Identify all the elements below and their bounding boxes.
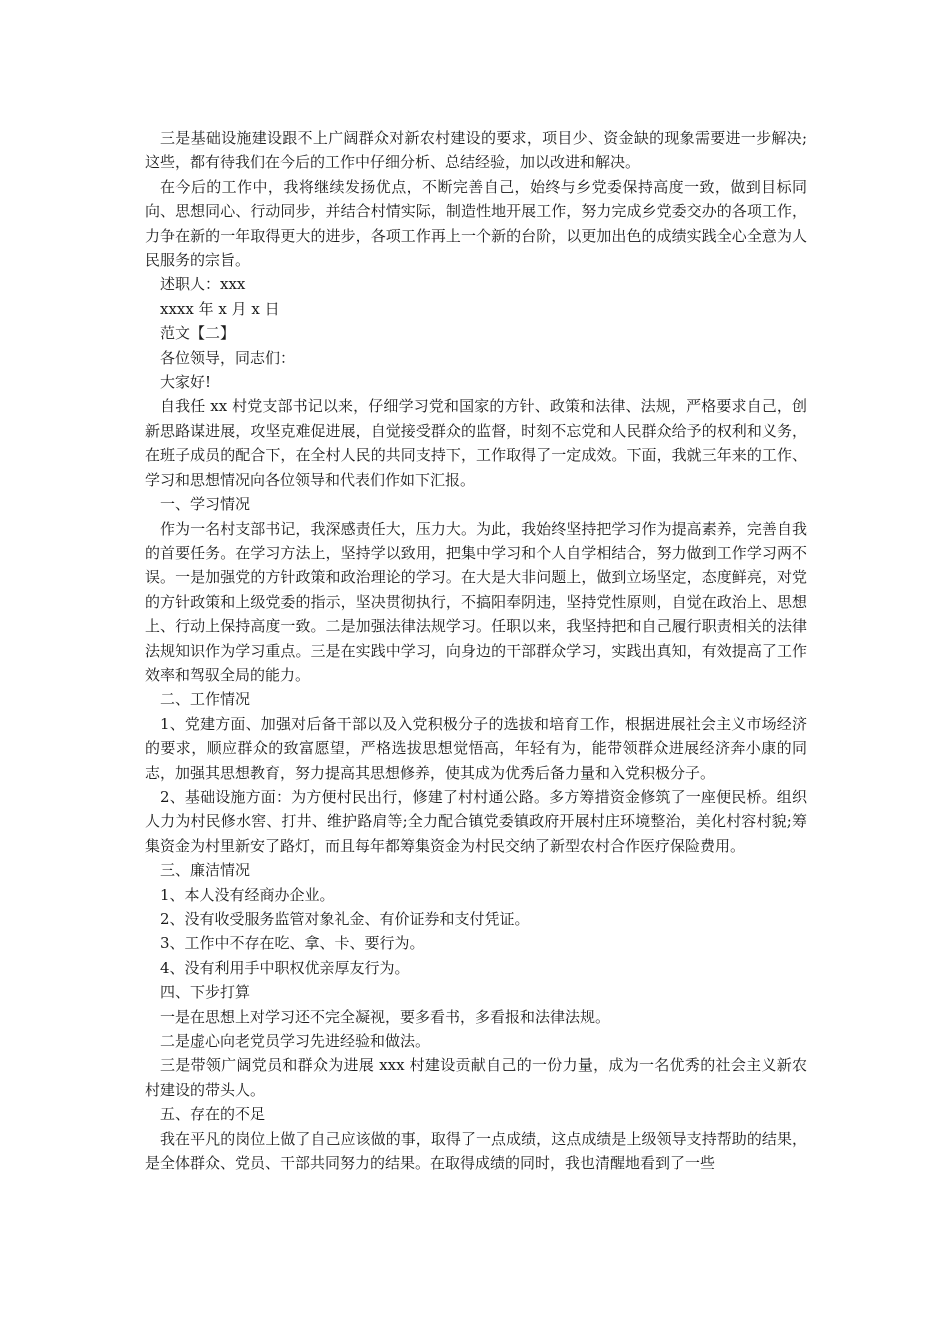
paragraph: 三是带领广阔党员和群众为进展 xxx 村建设贡献自己的一份力量，成为一名优秀的社会主义新农村建设的带头人。 — [145, 1056, 807, 1099]
list-item: 3、工作中不存在吃、拿、卡、要行为。 — [160, 934, 425, 953]
paragraph: 自我任 xx 村党支部书记以来，仔细学习党和国家的方针、政策和法律、法规，严格要求自己，创新思路谋进展，攻坚克难促进展，自觉接受群众的监督，时刻不忘党和人民群众给予的权利和义务，在班子成员的配合下，在全村人民的共同支持下，工作取得了一定成效。下面，我就三年来的工作、学习和思想情况向各位领导和代表们作如下汇报。 — [145, 397, 807, 489]
heading-study: 一、学习情况 — [160, 495, 251, 514]
heading-work: 二、工作情况 — [160, 690, 251, 709]
signature-line: 述职人：xxx — [160, 275, 246, 294]
list-item: 2、没有收受服务监管对象礼金、有价证券和支付凭证。 — [160, 910, 530, 928]
paragraph: 作为一名村支部书记，我深感责任大，压力大。为此，我始终坚持把学习作为提高素养，完善自我的首要任务。在学习方法上，坚持学以致用，把集中学习和个人自学相结合，努力做到工作学习两不误。一是加强党的方针政策和政治理论的学习。在大是大非问题上，做到立场坚定，态度鲜亮，对党的方针政策和上级党委的指示，坚决贯彻执行，不搞阳奉阴违，坚持党性原则，自觉在政治上、思想上、行动上保持高度一致。二是加强法律法规学习。任职以来，我坚持把和自己履行职责相关的法律法规知识作为学习重点。三是在实践中学习，向身边的干部群众学习，实践出真知，有效提高了工作效率和驾驭全局的能力。 — [145, 519, 807, 684]
salutation: 各位领导，同志们： — [160, 348, 296, 367]
paragraph: 1、党建方面、加强对后备干部以及入党积极分子的选拔和培育工作，根据进展社会主义市场经济的要求，顺应群众的致富愿望，严格选拔思想觉悟高，年轻有为，能带领群众进展经济奔小康的同志，加强其思想教育，努力提高其思想修养，使其成为优秀后备力量和入党积极分子。 — [145, 714, 807, 782]
section-title: 范文【二】 — [160, 324, 236, 343]
greeting: 大家好! — [160, 373, 212, 392]
document-body — [145, 126, 807, 1175]
paragraph: 二是虚心向老党员学习先进经验和做法。 — [160, 1032, 431, 1051]
heading-shortcomings: 五、存在的不足 — [160, 1105, 266, 1124]
heading-integrity: 三、廉洁情况 — [160, 861, 251, 880]
date-line: xxxx 年 x 月 x 日 — [160, 299, 280, 318]
list-item: 1、本人没有经商办企业。 — [160, 885, 335, 904]
list-item: 4、没有利用手中职权优亲厚友行为。 — [160, 958, 410, 977]
paragraph: 一是在思想上对学习还不完全凝视，要多看书，多看报和法律法规。 — [160, 1007, 611, 1026]
paragraph: 我在平凡的岗位上做了自己应该做的事，取得了一点成绩，这点成绩是上级领导支持帮助的结果，是全体群众、党员、干部共同努力的结果。在取得成绩的同时，我也清醒地看到了一些 — [145, 1129, 807, 1173]
paragraph: 在今后的工作中，我将继续发扬优点，不断完善自己，始终与乡党委保持高度一致，做到目标同向、思想同心、行动同步，并结合村情实际，制造性地开展工作，努力完成乡党委交办的各项工作，力争在新的一年取得更大的进步，各项工作再上一个新的台阶，以更加出色的成绩实践全心全意为人民服务的宗旨。 — [145, 177, 807, 270]
heading-plan: 四、下步打算 — [160, 983, 251, 1002]
paragraph: 2、基础设施方面：为方便村民出行，修建了村村通公路。多方筹措资金修筑了一座便民桥。组织人力为村民修水窖、打井、维护路肩等;全力配合镇党委镇政府开展村庄环境整治，美化村容村貌;筹集资金为村里新安了路灯，而且每年都筹集资金为村民交纳了新型农村合作医疗保险费用。 — [145, 787, 807, 855]
paragraph: 三是基础设施建设跟不上广阔群众对新农村建设的要求，项目少、资金缺的现象需要进一步解决;这些，都有待我们在今后的工作中仔细分析、总结经验，加以改进和解决。 — [145, 129, 807, 172]
